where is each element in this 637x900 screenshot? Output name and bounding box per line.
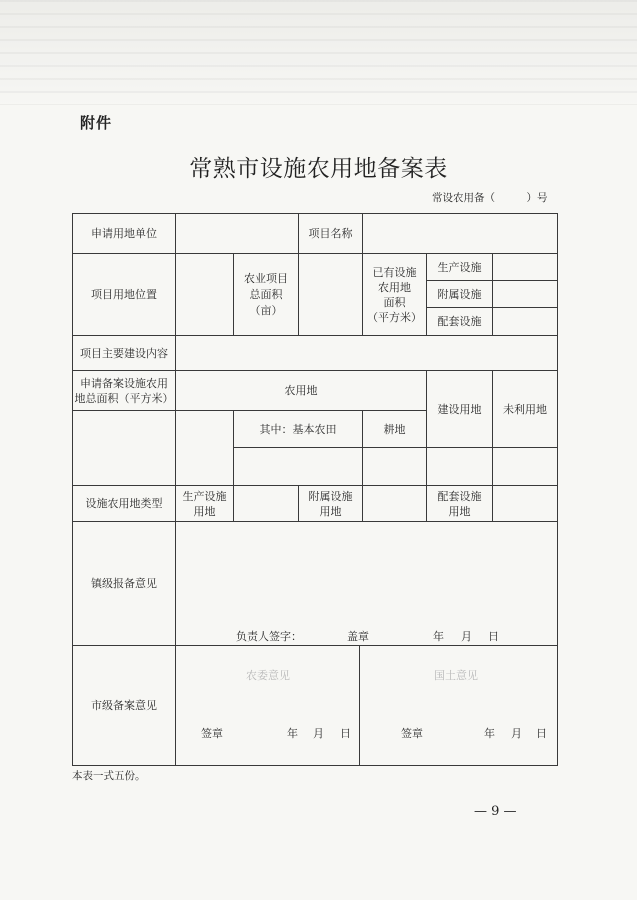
agri-seal-label: 签章 xyxy=(201,727,223,740)
land-resources-cell xyxy=(359,645,558,766)
total-area-value-cell xyxy=(298,253,363,336)
land-year-label: 年 xyxy=(484,727,495,740)
type-supporting-label: 配套设施 用地 xyxy=(426,485,493,522)
land-month-label: 月 xyxy=(511,727,522,740)
existing-auxiliary-label: 附属设施 xyxy=(426,280,493,308)
town-month-label: 月 xyxy=(461,630,472,643)
project-name-value-cell xyxy=(362,213,558,254)
land-resources-heading: 国土意见 xyxy=(434,669,478,682)
unused-land-value-cell xyxy=(492,447,558,486)
agri-committee-cell xyxy=(175,645,360,766)
construction-land-label: 建设用地 xyxy=(426,370,493,448)
arable-value-cell xyxy=(362,447,427,486)
total-area-label: 农业项目 总面积 （亩） xyxy=(233,253,299,336)
land-seal-label: 签章 xyxy=(401,727,423,740)
town-opinion-cell xyxy=(175,521,558,646)
existing-supporting-value-cell xyxy=(492,307,558,336)
unused-land-label: 未利用地 xyxy=(492,370,558,448)
main-content-label: 项目主要建设内容 xyxy=(72,335,176,371)
main-content-value-cell xyxy=(175,335,558,371)
apply-area-label: 申请备案设施农用 地总面积（平方米） xyxy=(72,370,176,411)
applicant-unit-value-cell xyxy=(175,213,299,254)
land-day-label: 日 xyxy=(536,727,547,740)
existing-production-value-cell xyxy=(492,253,558,281)
facility-type-label: 设施农用地类型 xyxy=(72,485,176,522)
location-value-cell xyxy=(175,253,234,336)
type-auxiliary-label: 附属设施 用地 xyxy=(298,485,363,522)
type-supporting-value-cell xyxy=(492,485,558,522)
existing-auxiliary-value-cell xyxy=(492,280,558,308)
page-number: — 9 — xyxy=(474,804,517,819)
city-opinion-label: 市级备案意见 xyxy=(72,645,176,766)
existing-production-label: 生产设施 xyxy=(426,253,493,281)
town-person-signature-label: 负责人签字： xyxy=(236,630,302,643)
farmland-total-value-cell xyxy=(175,410,234,486)
arable-label: 耕地 xyxy=(362,410,427,448)
type-production-value-cell xyxy=(233,485,299,522)
town-year-label: 年 xyxy=(433,630,444,643)
attachment-label: 附件 xyxy=(80,114,113,132)
location-label: 项目用地位置 xyxy=(72,253,176,336)
type-production-label: 生产设施 用地 xyxy=(175,485,234,522)
project-name-label: 项目名称 xyxy=(298,213,363,254)
town-day-label: 日 xyxy=(488,630,499,643)
page-title: 常熟市设施农用地备案表 xyxy=(189,156,448,182)
farmland-label: 农用地 xyxy=(175,370,427,411)
type-auxiliary-value-cell xyxy=(362,485,427,522)
construction-land-value-cell xyxy=(426,447,493,486)
record-number: 常设农用备（ ）号 xyxy=(432,192,548,204)
copies-note: 本表一式五份。 xyxy=(72,770,146,782)
town-seal-label: 盖章 xyxy=(347,630,369,643)
agri-month-label: 月 xyxy=(313,727,324,740)
applicant-unit-label: 申请用地单位 xyxy=(72,213,176,254)
apply-area-value-cell xyxy=(72,410,176,486)
scan-show-through xyxy=(0,0,637,105)
basic-farmland-value-cell xyxy=(233,447,363,486)
basic-farmland-label: 其中：基本农田 xyxy=(233,410,363,448)
existing-area-label: 已有设施 农用地 面积 （平方米） xyxy=(362,253,427,336)
agri-day-label: 日 xyxy=(340,727,351,740)
existing-supporting-label: 配套设施 xyxy=(426,307,493,336)
town-opinion-label: 镇级报备意见 xyxy=(72,521,176,646)
agri-year-label: 年 xyxy=(287,727,298,740)
agri-committee-heading: 农委意见 xyxy=(246,669,290,682)
